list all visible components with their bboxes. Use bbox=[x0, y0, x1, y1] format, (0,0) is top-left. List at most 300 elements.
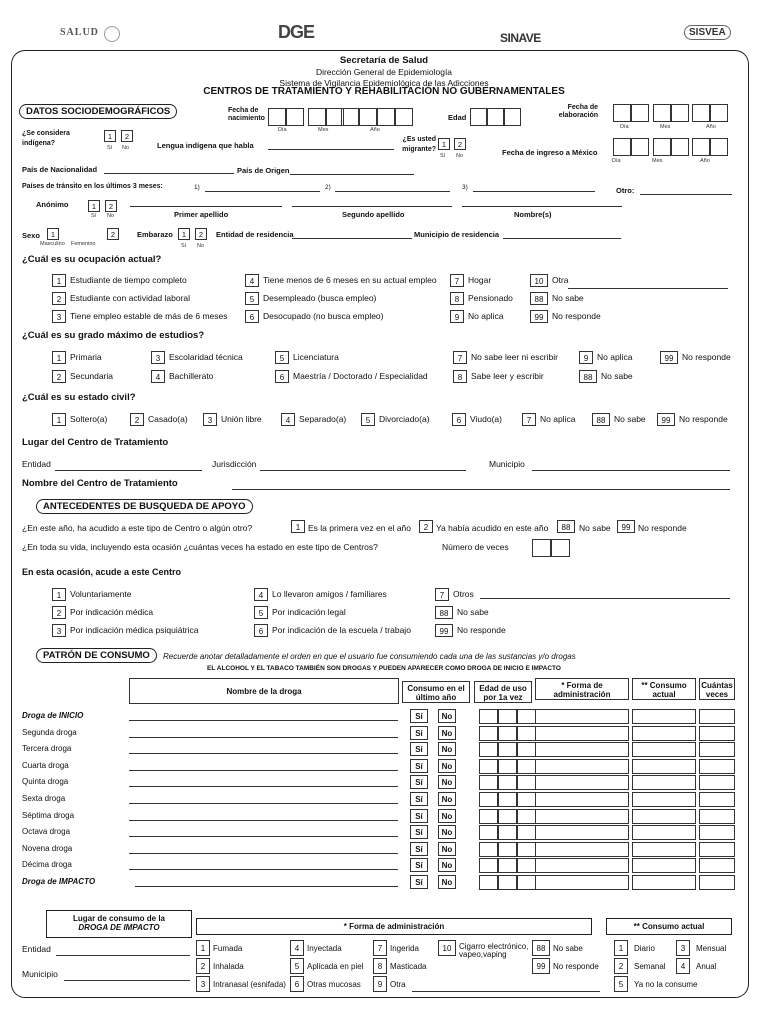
drug-row-label: Droga de INICIO bbox=[22, 711, 84, 720]
acude-3-box[interactable]: 3 bbox=[52, 624, 66, 637]
edad-uso-digit-box[interactable] bbox=[479, 742, 498, 757]
forma-3-label: Intranasal (esnifada) bbox=[213, 980, 286, 989]
consumo-actual-cell[interactable] bbox=[632, 792, 696, 807]
civil-1-box[interactable]: 1 bbox=[52, 413, 66, 426]
date-digit-box[interactable] bbox=[653, 104, 671, 122]
edad-uso-digit-box[interactable] bbox=[517, 742, 536, 757]
acude-5-box[interactable]: 5 bbox=[254, 606, 268, 619]
edad-uso-digit-box[interactable] bbox=[517, 842, 536, 857]
date-digit-box[interactable] bbox=[286, 108, 304, 126]
anonimo-label: Anónimo bbox=[36, 200, 69, 209]
transito-2-field[interactable] bbox=[335, 191, 450, 192]
impacto-entidad-field[interactable] bbox=[56, 955, 190, 956]
edad-uso-digit-box[interactable] bbox=[498, 809, 517, 824]
cuantas-veces-cell[interactable] bbox=[699, 775, 735, 790]
forma-1-box[interactable]: 1 bbox=[196, 940, 210, 956]
ocupacion-4-label: Tiene menos de 6 meses en su actual empleo bbox=[263, 275, 437, 285]
consumo-si-box[interactable]: Sí bbox=[410, 709, 428, 723]
forma-7-box[interactable]: 7 bbox=[373, 940, 387, 956]
forma-administracion-cell[interactable] bbox=[535, 792, 629, 807]
drug-name-field[interactable] bbox=[129, 869, 398, 870]
pais-origen-label: País de Origen bbox=[237, 166, 290, 175]
si-label: Sí bbox=[107, 145, 113, 151]
date-digit-box[interactable] bbox=[377, 108, 395, 126]
header-line3: Sistema de Vigilancia Epidemiológica de las Adicciones bbox=[279, 78, 489, 88]
indigena-si-box[interactable]: 1 bbox=[104, 130, 116, 142]
no-label: No bbox=[197, 243, 205, 249]
consumo-actual-cell[interactable] bbox=[632, 726, 696, 741]
header-nombre-droga: Nombre de la droga bbox=[129, 678, 399, 704]
drug-row-label: Droga de IMPACTO bbox=[22, 877, 96, 886]
impacto-municipio-label: Municipio bbox=[22, 969, 58, 979]
consumo-si-box[interactable]: Sí bbox=[410, 858, 428, 872]
si-label: Sí bbox=[91, 213, 97, 219]
edad-uso-digit-box[interactable] bbox=[498, 842, 517, 857]
estudios-5-box[interactable]: 5 bbox=[275, 351, 289, 364]
edad-uso-digit-box[interactable] bbox=[517, 858, 536, 873]
date-digit-box[interactable] bbox=[613, 138, 631, 156]
nombre-centro-label: Nombre del Centro de Tratamiento bbox=[22, 478, 178, 489]
civil-99-label: No responde bbox=[679, 414, 728, 424]
edad-uso-digit-box[interactable] bbox=[479, 825, 498, 840]
estudios-8-label: Sabe leer y escribir bbox=[471, 371, 544, 381]
veces-box-2[interactable] bbox=[551, 539, 570, 557]
consumo-actual-cell[interactable] bbox=[632, 842, 696, 857]
ocupacion-4-box[interactable]: 4 bbox=[245, 274, 259, 287]
acudido-88-box[interactable]: 88 bbox=[557, 520, 575, 533]
acude-99-box[interactable]: 99 bbox=[435, 624, 453, 637]
acude-otros-field[interactable] bbox=[480, 598, 730, 599]
actual-2-label: Semanal bbox=[634, 962, 666, 971]
date-digit-box[interactable] bbox=[359, 108, 377, 126]
edad-uso-digit-box[interactable] bbox=[498, 825, 517, 840]
ocupacion-6-box[interactable]: 6 bbox=[245, 310, 259, 323]
cuantas-veces-cell[interactable] bbox=[699, 858, 735, 873]
date-digit-box[interactable] bbox=[308, 108, 326, 126]
anonimo-si-box[interactable]: 1 bbox=[88, 200, 100, 212]
sexo-femenino-box[interactable]: 2 bbox=[107, 228, 119, 240]
header-consumo-ultimo-anio: Consumo en el último año bbox=[402, 681, 470, 703]
embarazo-no-box[interactable]: 2 bbox=[195, 228, 207, 240]
consumo-no-box[interactable]: No bbox=[438, 825, 456, 839]
ocupacion-3-box[interactable]: 3 bbox=[52, 310, 66, 323]
ocupacion-2-box[interactable]: 2 bbox=[52, 292, 66, 305]
dia-label: Día bbox=[612, 158, 621, 164]
cuantas-veces-cell[interactable] bbox=[699, 726, 735, 741]
indigena-no-box[interactable]: 2 bbox=[121, 130, 133, 142]
drug-row-label: Octava droga bbox=[22, 827, 71, 837]
no-responde-label: No responde bbox=[638, 523, 687, 533]
consumo-si-box[interactable]: Sí bbox=[410, 742, 428, 756]
consumo-no-box[interactable]: No bbox=[438, 842, 456, 856]
forma-3-box[interactable]: 3 bbox=[196, 976, 210, 992]
forma-administracion-cell[interactable] bbox=[535, 742, 629, 757]
date-digit-box[interactable] bbox=[613, 104, 631, 122]
consumo-actual-cell[interactable] bbox=[632, 858, 696, 873]
ocupacion-99-box[interactable]: 99 bbox=[530, 310, 548, 323]
forma-administracion-cell[interactable] bbox=[535, 809, 629, 824]
actual-4-label: Anual bbox=[696, 962, 717, 971]
acude-4-box[interactable]: 4 bbox=[254, 588, 268, 601]
transito-3-field[interactable] bbox=[473, 191, 595, 192]
impacto-entidad-label: Entidad bbox=[22, 944, 51, 954]
forma-2-box[interactable]: 2 bbox=[196, 958, 210, 974]
forma-administracion-cell[interactable] bbox=[535, 759, 629, 774]
civil-1-label: Soltero(a) bbox=[70, 414, 108, 424]
edad-uso-digit-box[interactable] bbox=[479, 792, 498, 807]
drug-name-field[interactable] bbox=[129, 820, 398, 821]
consumo-actual-cell[interactable] bbox=[632, 875, 696, 890]
forma-administracion-cell[interactable] bbox=[535, 875, 629, 890]
edad-uso-digit-box[interactable] bbox=[498, 792, 517, 807]
consumo-no-box[interactable]: No bbox=[438, 709, 456, 723]
consumo-no-box[interactable]: No bbox=[438, 775, 456, 789]
pais-nacionalidad-field[interactable] bbox=[104, 173, 234, 174]
ocupacion-99-label: No responde bbox=[552, 311, 601, 321]
acude-2-label: Por indicación médica bbox=[70, 607, 154, 617]
estudios-7-label: No sabe leer ni escribir bbox=[471, 352, 558, 362]
ocupacion-88-label: No sabe bbox=[552, 293, 584, 303]
primer-apellido-label: Primer apellido bbox=[174, 210, 229, 219]
date-digit-box[interactable] bbox=[692, 138, 710, 156]
ocupacion-otra-field[interactable] bbox=[568, 288, 728, 289]
municipio-residencia-field[interactable] bbox=[503, 238, 621, 239]
section-datos-sociodemograficos: DATOS SOCIODEMOGRÁFICOS bbox=[19, 104, 177, 119]
forma-8-label: Masticada bbox=[390, 962, 427, 971]
ocupacion-2-label: Estudiante con actividad laboral bbox=[70, 293, 191, 303]
indigena-question: ¿Se considera indígena? bbox=[22, 130, 70, 147]
jurisdiccion-label: Jurisdicción bbox=[212, 459, 257, 469]
ocupacion-8-box[interactable]: 8 bbox=[450, 292, 464, 305]
femenino-label: Femenino bbox=[71, 241, 96, 247]
drug-row-label: Cuarta droga bbox=[22, 760, 69, 770]
date-digit-box[interactable] bbox=[504, 108, 521, 126]
cuantas-veces-cell[interactable] bbox=[699, 875, 735, 890]
edad-label: Edad bbox=[448, 113, 467, 122]
consumo-si-box[interactable]: Sí bbox=[410, 842, 428, 856]
consumo-actual-cell[interactable] bbox=[632, 742, 696, 757]
estudios-99-label: No responde bbox=[682, 352, 731, 362]
civil-2-box[interactable]: 2 bbox=[130, 413, 144, 426]
edad-uso-digit-box[interactable] bbox=[517, 875, 536, 890]
edad-uso-digit-box[interactable] bbox=[479, 858, 498, 873]
consumo-no-box[interactable]: No bbox=[438, 809, 456, 823]
acude-7-box[interactable]: 7 bbox=[435, 588, 449, 601]
primer-apellido-field[interactable] bbox=[130, 206, 282, 207]
lengua-indigena-field[interactable] bbox=[268, 149, 394, 150]
edad-uso-digit-box[interactable] bbox=[517, 792, 536, 807]
date-digit-box[interactable] bbox=[653, 138, 671, 156]
civil-7-box[interactable]: 7 bbox=[522, 413, 536, 426]
entidad-residencia-field[interactable] bbox=[292, 238, 412, 239]
ocupacion-9-label: No aplica bbox=[468, 311, 504, 321]
acudido-99-box[interactable]: 99 bbox=[617, 520, 635, 533]
date-digit-box[interactable] bbox=[671, 104, 689, 122]
acude-1-box[interactable]: 1 bbox=[52, 588, 66, 601]
fecha-elaboracion-label: Fecha de elaboración bbox=[558, 104, 598, 119]
lugar-municipio-field[interactable] bbox=[532, 470, 730, 471]
date-digit-box[interactable] bbox=[487, 108, 504, 126]
consumo-no-box[interactable]: No bbox=[438, 726, 456, 740]
consumo-si-box[interactable]: Sí bbox=[410, 726, 428, 740]
edad-uso-digit-box[interactable] bbox=[479, 709, 498, 724]
edad-uso-digit-box[interactable] bbox=[517, 775, 536, 790]
nombre-field[interactable] bbox=[462, 206, 622, 207]
civil-6-box[interactable]: 6 bbox=[452, 413, 466, 426]
no-label: No bbox=[107, 213, 115, 219]
date-digit-box[interactable] bbox=[710, 138, 728, 156]
drug-name-field[interactable] bbox=[129, 720, 398, 721]
edad-uso-digit-box[interactable] bbox=[479, 875, 498, 890]
drug-name-field[interactable] bbox=[129, 737, 398, 738]
date-digit-box[interactable] bbox=[470, 108, 487, 126]
acude-4-label: Lo llevaron amigos / familiares bbox=[272, 589, 387, 599]
estudios-99-box[interactable]: 99 bbox=[660, 351, 678, 364]
sexo-masculino-box[interactable]: 1 bbox=[47, 228, 59, 240]
acude-99-label: No responde bbox=[457, 625, 506, 635]
migrante-no-box[interactable]: 2 bbox=[454, 138, 466, 150]
ocupacion-7-label: Hogar bbox=[468, 275, 492, 285]
consumo-actual-cell[interactable] bbox=[632, 709, 696, 724]
anio-label: Año bbox=[706, 124, 716, 130]
estudios-1-box[interactable]: 1 bbox=[52, 351, 66, 364]
edad-uso-digit-box[interactable] bbox=[517, 759, 536, 774]
ocupacion-9-box[interactable]: 9 bbox=[450, 310, 464, 323]
ocupacion-88-box[interactable]: 88 bbox=[530, 292, 548, 305]
si-label: Sí bbox=[440, 153, 446, 159]
consumo-si-box[interactable]: Sí bbox=[410, 775, 428, 789]
sisvea-logo: SISVEA bbox=[684, 25, 731, 40]
section-antecedentes: ANTECEDENTES DE BUSQUEDA DE APOYO bbox=[36, 499, 253, 514]
forma-88-box[interactable]: 88 bbox=[532, 940, 550, 956]
consumo-si-box[interactable]: Sí bbox=[410, 809, 428, 823]
estudios-4-box[interactable]: 4 bbox=[151, 370, 165, 383]
forma-2-label: Inhalada bbox=[213, 962, 244, 971]
anio-label: Año bbox=[370, 127, 380, 133]
acude-88-box[interactable]: 88 bbox=[435, 606, 453, 619]
consumo-no-box[interactable]: No bbox=[438, 858, 456, 872]
segundo-apellido-field[interactable] bbox=[292, 206, 452, 207]
forma-7-label: Ingerida bbox=[390, 944, 419, 953]
forma-99-box[interactable]: 99 bbox=[532, 958, 550, 974]
drug-name-field[interactable] bbox=[129, 853, 398, 854]
nombre-label: Nombre(s) bbox=[514, 210, 552, 219]
actual-5-box[interactable]: 5 bbox=[614, 976, 628, 992]
edad-uso-digit-box[interactable] bbox=[498, 759, 517, 774]
civil-3-box[interactable]: 3 bbox=[203, 413, 217, 426]
date-digit-box[interactable] bbox=[692, 104, 710, 122]
consumo-si-box[interactable]: Sí bbox=[410, 825, 428, 839]
forma-5-box[interactable]: 5 bbox=[290, 958, 304, 974]
forma-administracion-cell[interactable] bbox=[535, 726, 629, 741]
ocupacion-10-box[interactable]: 10 bbox=[530, 274, 548, 287]
estudios-9-box[interactable]: 9 bbox=[579, 351, 593, 364]
veces-box-1[interactable] bbox=[532, 539, 551, 557]
embarazo-label: Embarazo bbox=[137, 230, 173, 239]
transito-1-field[interactable] bbox=[205, 191, 320, 192]
forma-administracion-cell[interactable] bbox=[535, 858, 629, 873]
estudios-8-box[interactable]: 8 bbox=[453, 370, 467, 383]
jurisdiccion-field[interactable] bbox=[260, 470, 466, 471]
consumo-si-box[interactable]: Sí bbox=[410, 759, 428, 773]
forma-4-box[interactable]: 4 bbox=[290, 940, 304, 956]
acude-2-box[interactable]: 2 bbox=[52, 606, 66, 619]
lugar-entidad-field[interactable] bbox=[55, 470, 202, 471]
consumo-no-box[interactable]: No bbox=[438, 875, 456, 889]
transito-2-label: 2) bbox=[325, 184, 331, 191]
drug-name-field[interactable] bbox=[129, 770, 398, 771]
acudido-1-box[interactable]: 1 bbox=[291, 520, 305, 533]
edad-uso-digit-box[interactable] bbox=[479, 726, 498, 741]
otro-field[interactable] bbox=[640, 194, 732, 195]
acude-88-label: No sabe bbox=[457, 607, 489, 617]
edad-uso-digit-box[interactable] bbox=[498, 858, 517, 873]
acude-6-box[interactable]: 6 bbox=[254, 624, 268, 637]
date-digit-box[interactable] bbox=[395, 108, 413, 126]
forma-10-box[interactable]: 10 bbox=[438, 940, 456, 956]
civil-4-label: Separado(a) bbox=[299, 414, 347, 424]
drug-name-field[interactable] bbox=[129, 836, 398, 837]
consumo-no-box[interactable]: No bbox=[438, 792, 456, 806]
drug-name-field[interactable] bbox=[135, 886, 398, 887]
ocupacion-1-box[interactable]: 1 bbox=[52, 274, 66, 287]
edad-uso-digit-box[interactable] bbox=[498, 875, 517, 890]
nombre-centro-field[interactable] bbox=[232, 489, 730, 490]
acude-3-label: Por indicación médica psiquiátrica bbox=[70, 625, 199, 635]
cuantas-veces-cell[interactable] bbox=[699, 709, 735, 724]
forma-otra-field[interactable] bbox=[412, 991, 600, 992]
ocupacion-5-label: Desempleado (busca empleo) bbox=[263, 293, 377, 303]
estudios-2-label: Secundaria bbox=[70, 371, 114, 381]
anonimo-no-box[interactable]: 2 bbox=[105, 200, 117, 212]
dge-logo: DGE bbox=[278, 22, 315, 42]
consumo-actual-cell[interactable] bbox=[632, 775, 696, 790]
edad-uso-digit-box[interactable] bbox=[517, 709, 536, 724]
acude-centro-question: En esta ocasión, acude a este Centro bbox=[22, 567, 182, 577]
municipio-label: Municipio bbox=[489, 459, 525, 469]
impacto-municipio-field[interactable] bbox=[64, 980, 190, 981]
cuantas-veces-cell[interactable] bbox=[699, 842, 735, 857]
cuantas-veces-cell[interactable] bbox=[699, 759, 735, 774]
migrante-si-box[interactable]: 1 bbox=[438, 138, 450, 150]
acude-5-label: Por indicación legal bbox=[272, 607, 346, 617]
estudios-7-box[interactable]: 7 bbox=[453, 351, 467, 364]
edad-uso-digit-box[interactable] bbox=[498, 775, 517, 790]
dia-label: Día bbox=[620, 124, 629, 130]
estado-civil-question: ¿Cuál es su estado civil? bbox=[22, 392, 136, 403]
edad-uso-digit-box[interactable] bbox=[498, 709, 517, 724]
pais-origen-field[interactable] bbox=[290, 174, 414, 175]
cuantas-veces-cell[interactable] bbox=[699, 742, 735, 757]
forma-administracion-cell[interactable] bbox=[535, 709, 629, 724]
cuantas-veces-cell[interactable] bbox=[699, 809, 735, 824]
edad-uso-digit-box[interactable] bbox=[517, 809, 536, 824]
drug-name-field[interactable] bbox=[129, 786, 398, 787]
edad-uso-digit-box[interactable] bbox=[479, 809, 498, 824]
date-digit-box[interactable] bbox=[341, 108, 359, 126]
estudios-3-label: Escolaridad técnica bbox=[169, 352, 243, 362]
drug-name-field[interactable] bbox=[129, 803, 398, 804]
consumo-actual-cell[interactable] bbox=[632, 809, 696, 824]
forma-administracion-legend-title: * Forma de administración bbox=[196, 918, 592, 935]
forma-8-box[interactable]: 8 bbox=[373, 958, 387, 974]
consumo-actual-cell[interactable] bbox=[632, 825, 696, 840]
forma-administracion-cell[interactable] bbox=[535, 842, 629, 857]
embarazo-si-box[interactable]: 1 bbox=[178, 228, 190, 240]
acude-6-label: Por indicación de la escuela / trabajo bbox=[272, 625, 411, 635]
consumo-no-box[interactable]: No bbox=[438, 759, 456, 773]
edad-uso-digit-box[interactable] bbox=[479, 842, 498, 857]
lugar-consumo-impacto-title bbox=[46, 910, 192, 938]
acudido-question: ¿En este año, ha acudido a este tipo de Centro o algún otro? bbox=[22, 523, 253, 533]
ocupacion-5-box[interactable]: 5 bbox=[245, 292, 259, 305]
forma-6-box[interactable]: 6 bbox=[290, 976, 304, 992]
estudios-3-box[interactable]: 3 bbox=[151, 351, 165, 364]
consumo-si-box[interactable]: Sí bbox=[410, 875, 428, 889]
actual-3-box[interactable]: 3 bbox=[676, 940, 690, 956]
estudios-6-box[interactable]: 6 bbox=[275, 370, 289, 383]
entidad-residencia-label: Entidad de residencia bbox=[216, 230, 294, 239]
drug-row-label: Tercera droga bbox=[22, 744, 72, 754]
patron-note: Recuerde anotar detalladamente el orden en que el usuario fue consumiendo cada una de las sustancias y/o drogas bbox=[163, 652, 576, 661]
actual-3-label: Mensual bbox=[696, 944, 727, 953]
actual-4-box[interactable]: 4 bbox=[676, 958, 690, 974]
civil-88-box[interactable]: 88 bbox=[592, 413, 610, 426]
edad-uso-digit-box[interactable] bbox=[517, 825, 536, 840]
estudios-2-box[interactable]: 2 bbox=[52, 370, 66, 383]
consumo-actual-cell[interactable] bbox=[632, 759, 696, 774]
ocupacion-6-label: Desocupado (no busca empleo) bbox=[263, 311, 384, 321]
edad-uso-digit-box[interactable] bbox=[498, 742, 517, 757]
cuantas-veces-cell[interactable] bbox=[699, 825, 735, 840]
date-digit-box[interactable] bbox=[710, 104, 728, 122]
drug-name-field[interactable] bbox=[129, 753, 398, 754]
acudido-2-box[interactable]: 2 bbox=[419, 520, 433, 533]
estudios-88-box[interactable]: 88 bbox=[579, 370, 597, 383]
civil-5-box[interactable]: 5 bbox=[361, 413, 375, 426]
forma-administracion-cell[interactable] bbox=[535, 825, 629, 840]
actual-2-box[interactable]: 2 bbox=[614, 958, 628, 974]
forma-administracion-cell[interactable] bbox=[535, 775, 629, 790]
ocupacion-7-box[interactable]: 7 bbox=[450, 274, 464, 287]
edad-uso-digit-box[interactable] bbox=[517, 726, 536, 741]
lugar-consumo-title-2: DROGA DE IMPACTO bbox=[78, 923, 160, 932]
mes-label: Mes bbox=[660, 124, 671, 130]
no-sabe-label: No sabe bbox=[579, 523, 611, 533]
edad-uso-digit-box[interactable] bbox=[498, 726, 517, 741]
civil-99-box[interactable]: 99 bbox=[657, 413, 675, 426]
header-title: CENTROS DE TRATAMIENTO Y REHABILITACIÓN NO GUBERNAMENTALES bbox=[203, 86, 565, 97]
consumo-si-box[interactable]: Sí bbox=[410, 792, 428, 806]
edad-uso-digit-box[interactable] bbox=[479, 775, 498, 790]
actual-1-box[interactable]: 1 bbox=[614, 940, 628, 956]
civil-4-box[interactable]: 4 bbox=[281, 413, 295, 426]
sinave-logo: SINAVE bbox=[500, 31, 541, 45]
masculino-label: Masculino bbox=[40, 241, 65, 247]
mes-label: Mes bbox=[652, 158, 663, 164]
estudios-88-label: No sabe bbox=[601, 371, 633, 381]
date-digit-box[interactable] bbox=[268, 108, 286, 126]
date-digit-box[interactable] bbox=[631, 138, 649, 156]
no-label: No bbox=[456, 153, 464, 159]
date-digit-box[interactable] bbox=[631, 104, 649, 122]
consumo-no-box[interactable]: No bbox=[438, 742, 456, 756]
drug-row-label: Novena droga bbox=[22, 843, 73, 853]
cuantas-veces-cell[interactable] bbox=[699, 792, 735, 807]
edad-uso-digit-box[interactable] bbox=[479, 759, 498, 774]
forma-9-box[interactable]: 9 bbox=[373, 976, 387, 992]
date-digit-box[interactable] bbox=[671, 138, 689, 156]
